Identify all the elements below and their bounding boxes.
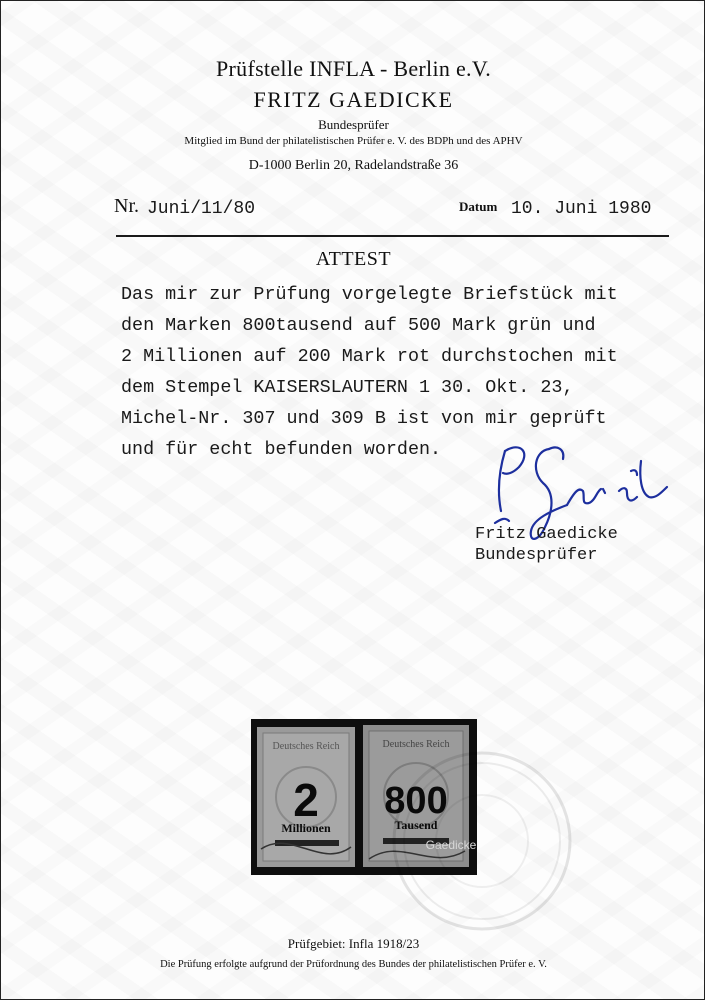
body-line: dem Stempel KAISERSLAUTERN 1 30. Okt. 23, <box>121 377 574 398</box>
header-institution: Prüfstelle INFLA - Berlin e.V. <box>215 56 491 81</box>
divider-line <box>116 235 669 237</box>
signature-name: Fritz Gaedicke <box>475 525 618 544</box>
nr-value: Juni/11/80 <box>147 199 256 219</box>
nr-label: Nr. <box>114 195 139 217</box>
stamp-right-overprint-value: 800 <box>384 780 448 822</box>
stamp-left-country: Deutsches Reich <box>272 741 340 752</box>
stamp-right-overprint-word: Tausend <box>394 818 438 832</box>
footer-note: Die Prüfung erfolgte aufgrund der Prüfordnung des Bundes der philatelistischen Prüfer e. V. <box>160 959 547 970</box>
datum-label: Datum <box>459 199 498 214</box>
body-line: Das mir zur Prüfung vorgelegte Briefstück mit <box>121 284 618 305</box>
body-line: 2 Millionen auf 200 Mark rot durchstochen mit <box>121 346 618 367</box>
header-examiner-title: Bundesprüfer <box>318 117 389 132</box>
pruefgebiet: Prüfgebiet: Infla 1918/23 <box>287 936 420 951</box>
attest-title: ATTEST <box>315 248 392 270</box>
body-line: Michel-Nr. 307 und 309 B ist von mir geprüft <box>121 408 607 429</box>
header-address: D-1000 Berlin 20, Radelandstraße 36 <box>248 158 459 173</box>
stamp-left <box>257 727 355 867</box>
stamp-left-overprint-word: Millionen <box>281 821 331 835</box>
stamp-right-country: Deutsches Reich <box>382 739 450 750</box>
handstamp-text: Gaedicke <box>425 838 477 852</box>
header-examiner-name: FRITZ GAEDICKE <box>253 87 454 112</box>
body-line: und für echt befunden worden. <box>121 439 442 460</box>
body-line: den Marken 800tausend auf 500 Mark grün und <box>121 315 596 336</box>
stamp-left-overprint-value: 2 <box>293 774 319 826</box>
header-membership: Mitglied im Bund der philatelistischen Prüfer e. V. des BDPh und des APHV <box>184 135 523 147</box>
signature-title: Bundesprüfer <box>475 546 598 565</box>
embossed-seal <box>387 746 577 936</box>
datum-value: 10. Juni 1980 <box>511 199 652 219</box>
